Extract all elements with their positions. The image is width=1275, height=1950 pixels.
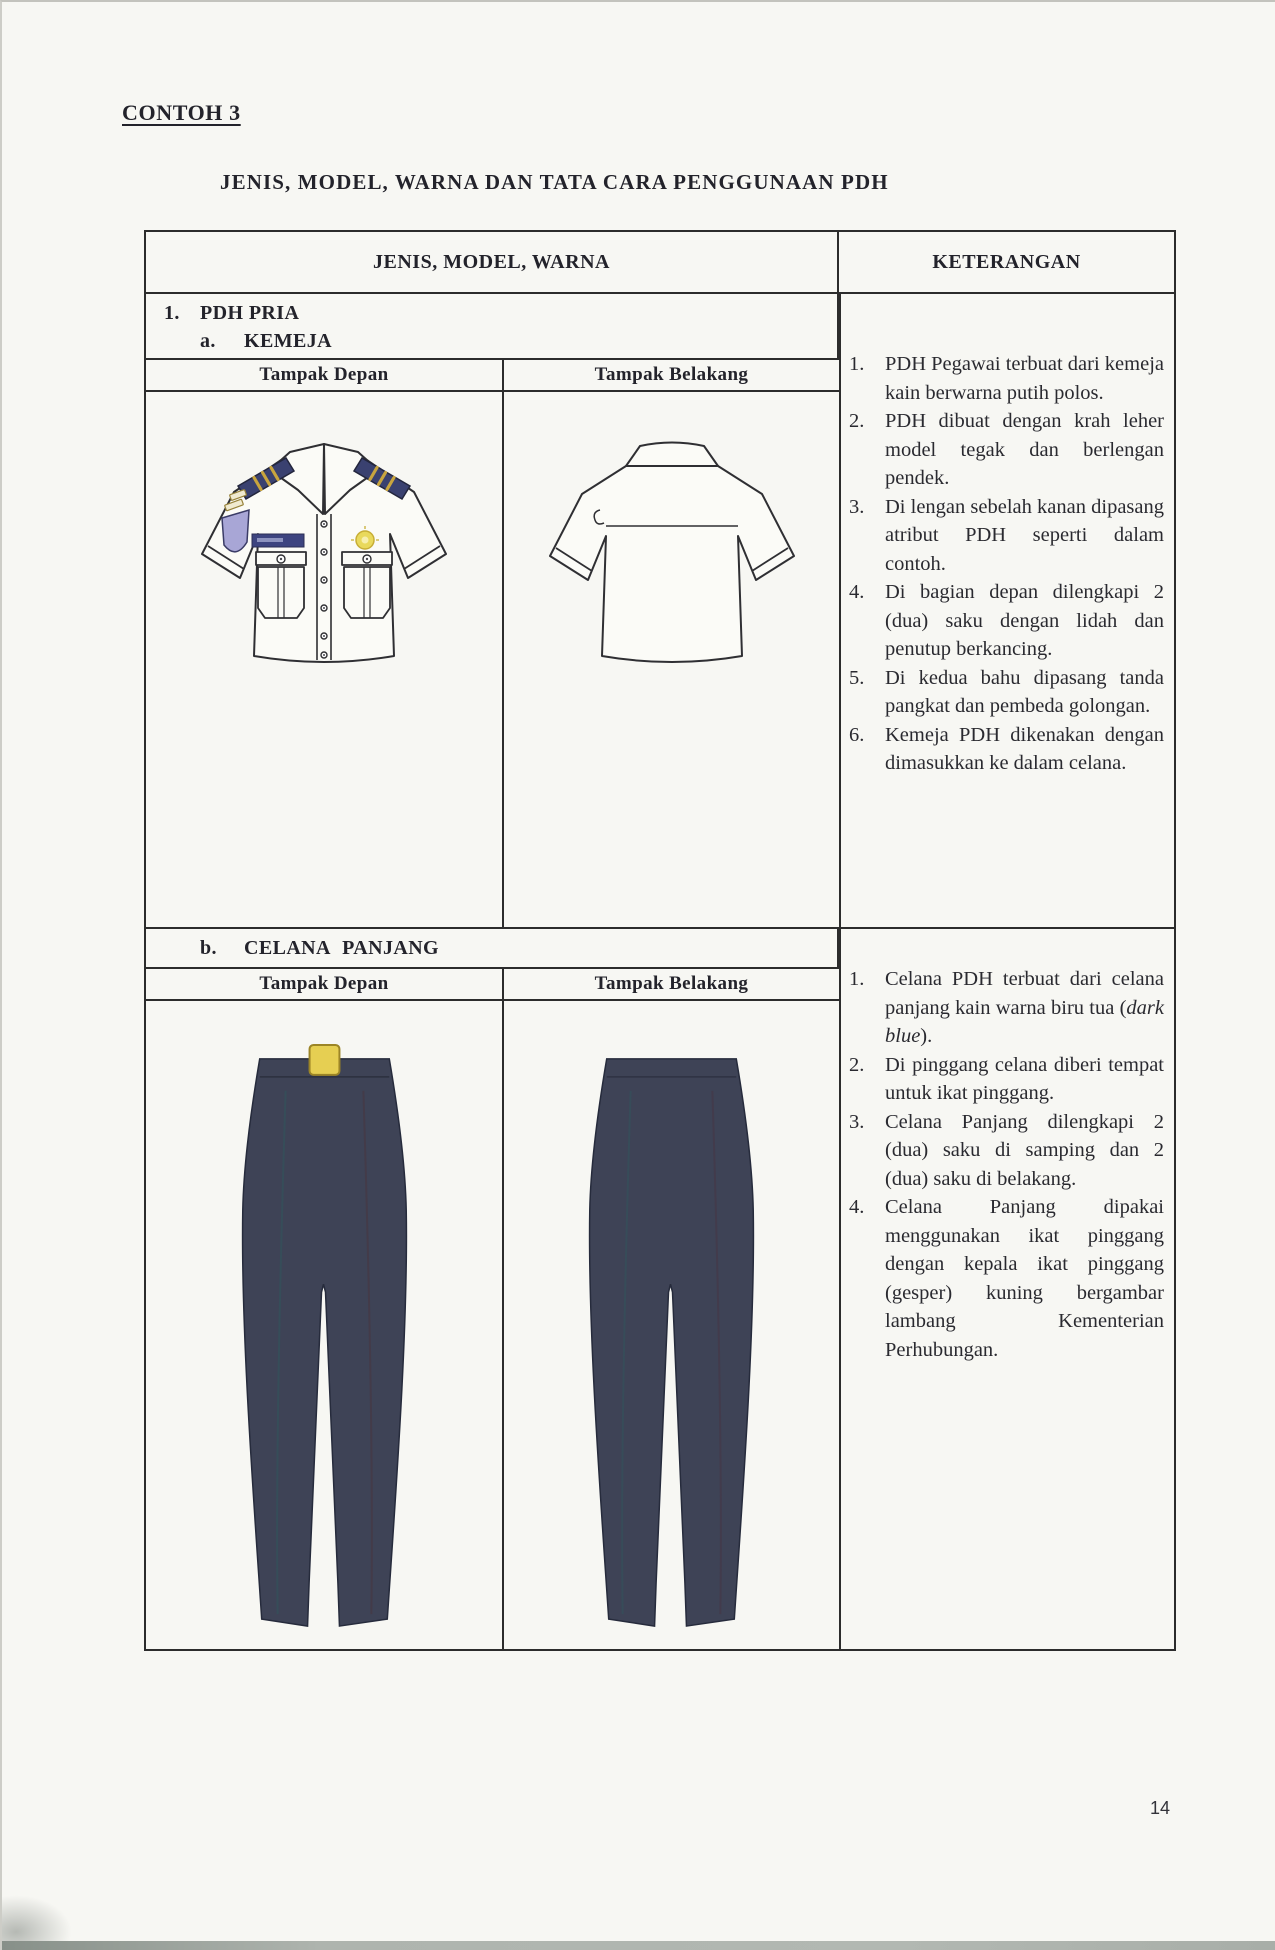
view-header-back-celana: Tampak Belakang (504, 969, 839, 1001)
page-number: 14 (1150, 1798, 1171, 1818)
scan-bottom-edge (2, 1941, 1275, 1950)
section-1-title (146, 299, 837, 327)
note-item: 3. Di lengan sebelah kanan dipasang atribut PDH seperti dalam contoh. (849, 495, 1164, 575)
section-1-number: 1. (164, 302, 180, 324)
note-item: 3. Celana Panjang dilengkapi 2 (dua) saku di samping dan 2 (dua) saku di belakang. (849, 1110, 1164, 1190)
section-b-text: CELANA PANJANG (244, 937, 440, 959)
note-item: 6. Kemeja PDH dikenakan dengan dimasukkan ke dalam celana. (849, 723, 1164, 774)
view-header-back-kemeja: Tampak Belakang (504, 360, 839, 392)
table-header-jenis-model-warna: JENIS, MODEL, WARNA (146, 232, 839, 294)
note-item: 4. Di bagian depan dilengkapi 2 (dua) saku dengan lidah dan penutup berkancing. (849, 581, 1164, 660)
shirt-back-drawing (542, 406, 802, 678)
scan-smudge (2, 1895, 72, 1941)
note-item: 1. PDH Pegawai terbuat dari kemeja kain berwarna putih polos. (849, 353, 1164, 404)
view-header-front-kemeja: Tampak Depan (146, 360, 504, 392)
section-b-label (146, 929, 839, 969)
uniform-table (144, 230, 1176, 1651)
note-list-celana (849, 965, 1164, 1364)
keterangan-kemeja (839, 294, 1174, 929)
section-a-number: a. (200, 330, 216, 352)
note-item: 1. Celana PDH terbuat dari celana panjang kain warna biru tua (dark blue). (849, 968, 1164, 1047)
note-list-kemeja (849, 350, 1164, 778)
section-a-text: KEMEJA (244, 330, 332, 352)
trousers-front-drawing (212, 1031, 437, 1649)
section-b-number: b. (200, 937, 217, 959)
section-1-text: PDH PRIA (200, 302, 300, 324)
section-b-title (146, 934, 837, 962)
section-a-title (146, 327, 837, 355)
note-item: 2. PDH dibuat dengan krah leher model tegak dan berlengan pendek. (849, 410, 1164, 489)
table-header-keterangan: KETERANGAN (839, 232, 1174, 294)
kemeja-back-cell (504, 392, 839, 929)
note-item: 4. Celana Panjang dipakai menggunakan ikat pinggang dengan kepala ikat pinggang (gesper) kuning bergambar lambang Kementerian Perhubungan. (849, 1196, 1164, 1361)
keterangan-celana (839, 929, 1174, 1649)
shirt-front-drawing (194, 406, 454, 678)
kemeja-front-cell (146, 392, 504, 929)
view-header-front-celana: Tampak Depan (146, 969, 504, 1001)
section-a-label (146, 294, 839, 360)
contoh-heading: CONTOH 3 (122, 100, 241, 125)
celana-back-cell (504, 1001, 839, 1649)
celana-front-cell (146, 1001, 504, 1649)
note-item: 5. Di kedua bahu dipasang tanda pangkat dan pembeda golongan. (849, 666, 1164, 717)
note-item: 2. Di pinggang celana diberi tempat untuk ikat pinggang. (849, 1053, 1164, 1104)
page-title: JENIS, MODEL, WARNA DAN TATA CARA PENGGUNAAN PDH (220, 170, 889, 194)
trousers-back-drawing (559, 1031, 784, 1649)
